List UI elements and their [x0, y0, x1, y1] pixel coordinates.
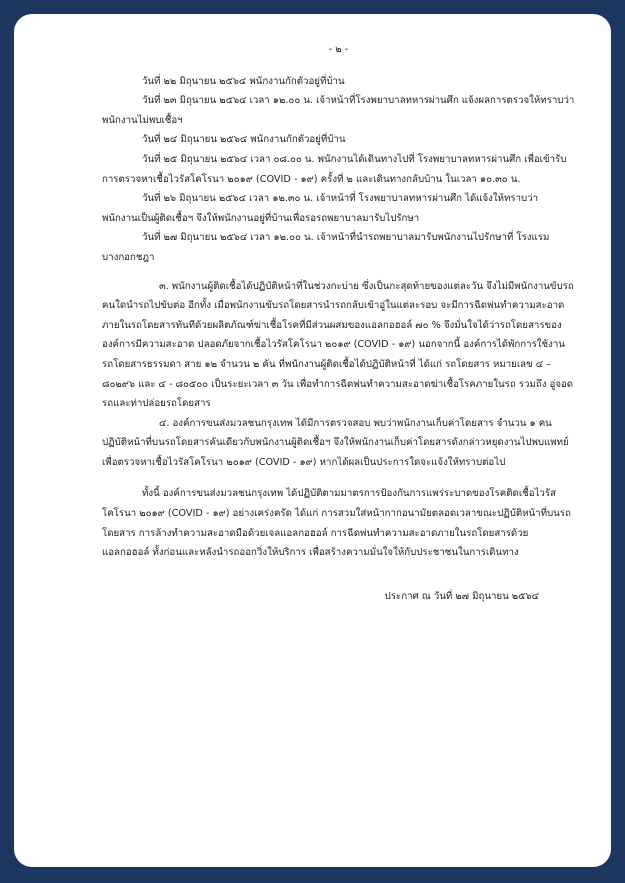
paragraph-item-3: ๓. พนักงานผู้ติดเชื้อได้ปฏิบัติหน้าที่ในช่วงกะบ่าย ซึ่งเป็นกะสุดท้ายของแต่ละวัน จึงไม่มีพนักงานขับรถคนใดนำรถไปขับต่อ อีกทั้ง เมื่อพนักงานขับรถโดยสารนำรถกลับเข้าอู่ในแต่ละรอบ จะมีการฉีดพ่นทำความสะอาดภายในรถโดยสารทันทีด้วยผลิตภัณฑ์ฆ่าเชื้อโรคที่มีส่วนผสมของแอลกอฮอล์ ๗๐ % จึงมั่นใจได้ว่ารถโดยสารขององค์การมีความสะอาด ปลอดภัยจากเชื้อไวรัสโคโรนา ๒๐๑๙ (COVID - ๑๙) นอกจากนี้ องค์การได้พักการใช้งานรถโดยสารธรรมดา สาย ๑๒ จำนวน ๒ คัน ที่พนักงานผู้ติดเชื้อได้ปฏิบัติหน้าที่ ได้แก่ รถโดยสาร หมายเลข ๔ – ๘๐๒๙๖ และ ๔ - ๘๐๕๐๐ เป็นระยะเวลา ๓ วัน เพื่อทำการฉีดพ่นทำความสะอาดฆ่าเชื้อโรคภายในรถ รวมถึง อู่จอดรถและท่าปล่อยรถโดยสาร [102, 280, 574, 410]
paragraph-jun26: วันที่ ๒๖ มิถุนายน ๒๕๖๔ เวลา ๑๒.๓๐ น. เจ้าหน้าที่ โรงพยาบาลทหารผ่านศึก ได้แจ้งให้ทราบว่า พนักงานเป็นผู้ติดเชื้อฯ จึงให้พนักงานอยู่ที่บ้านเพื่อรอรถพยาบาลมารับไปรักษา [102, 193, 539, 224]
paragraph-jun25: วันที่ ๒๕ มิถุนายน ๒๕๖๔ เวลา ๐๘.๐๐ น. พนักงานได้เดินทางไปที่ โรงพยาบาลทหารผ่านศึก เพื่อเข้ารับการตรวจหาเชื้อไวรัสโคโรนา ๒๐๑๙ (COVID - ๑๙) ครั้งที่ ๒ และเดินทางกลับบ้าน ในเวลา ๑๐.๓๐ น. [102, 153, 567, 185]
paragraph-jun24: วันที่ ๒๔ มิถุนายน ๒๕๖๔ พนักงานกักตัวอยู่ที่บ้าน [142, 134, 346, 146]
paragraph-jun27: วันที่ ๒๗ มิถุนายน ๒๕๖๔ เวลา ๑๒.๐๐ น. เจ้าหน้าที่นำรถพยาบาลมารับพนักงานไปรักษาที่ โรงแรมบางกอกชฎา [102, 232, 550, 263]
announcement-date: ประกาศ ณ วันที่ ๒๗ มิถุนายน ๒๕๖๔ [384, 590, 539, 602]
page-number: - ๒ - [328, 44, 349, 55]
paragraph-jun22: วันที่ ๒๒ มิถุนายน ๒๕๖๔ พนักงานกักตัวอยู่ที่บ้าน [142, 75, 345, 87]
paragraph-summary: ทั้งนี้ องค์การขนส่งมวลชนกรุงเทพ ได้ปฏิบัติตามมาตรการป้องกันการแพร่ระบาดของโรคติดเชื้อไวรัสโคโรนา ๒๐๑๙ (COVID - ๑๙) อย่างเคร่งครัด ได้แก่ การสวมใส่หน้ากากอนามัยตลอดเวลาขณะปฏิบัติหน้าที่บนรถโดยสาร การล้างทำความสะอาดมือด้วยเจลแอลกอฮอล์ การฉีดพ่นทำความสะอาดภายในรถโดยสารด้วยแอลกอฮอล์ ทั้งก่อนและหลังนำรถออกวิ่งให้บริการ เพื่อสร้างความมั่นใจให้กับประชาชนในการเดินทาง [102, 488, 571, 559]
paragraph-item-4: ๔. องค์การขนส่งมวลชนกรุงเทพ ได้มีการตรวจสอบ พบว่าพนักงานเก็บค่าโดยสาร จำนวน ๑ คน ปฏิบัติหน้าที่บนรถโดยสารคันเดียวกับพนักงานผู้ติดเชื้อฯ จึงให้พนักงานเก็บค่าโดยสารดังกล่าวหยุดงานไปพบแพทย์ เพื่อตรวจหาเชื้อไวรัสโคโรนา ๒๐๑๙ (COVID - ๑๙) หากได้ผลเป็นประการใดจะแจ้งให้ทราบต่อไป [102, 417, 569, 468]
document-page [14, 14, 611, 867]
paragraph-jun23: วันที่ ๒๓ มิถุนายน ๒๕๖๔ เวลา ๑๒.๐๐ น. เจ้าหน้าที่โรงพยาบาลทหารผ่านศึก แจ้งผลการตรวจให้ทราบว่า พนักงานไม่พบเชื้อฯ [102, 95, 575, 126]
